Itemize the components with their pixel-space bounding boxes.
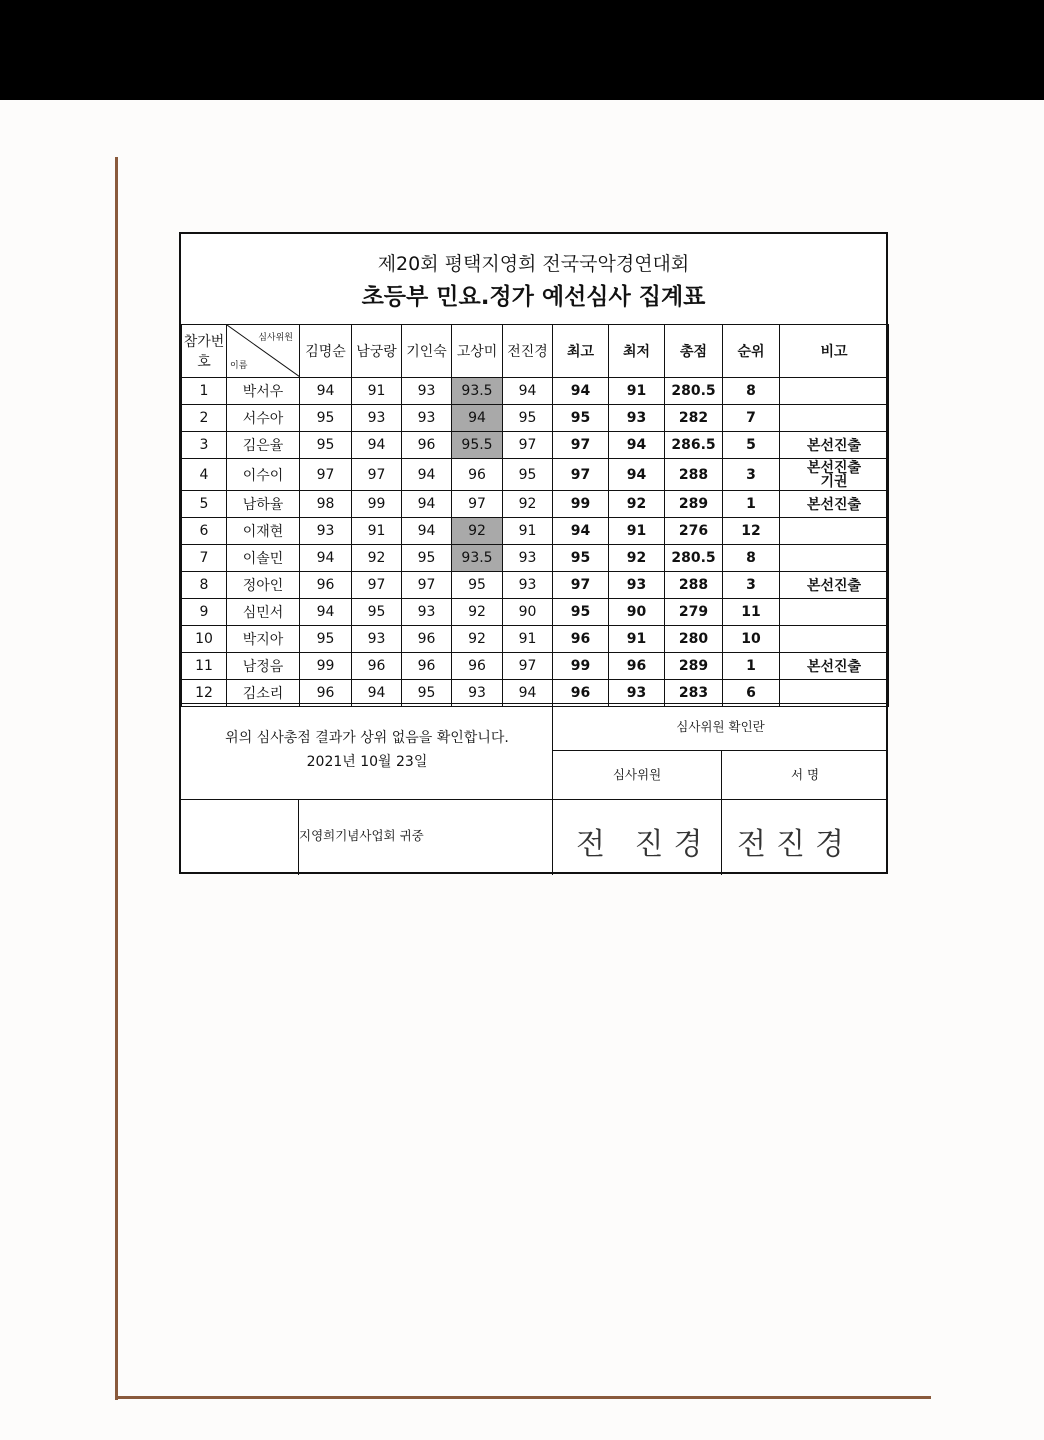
rank-cell: 10: [723, 626, 780, 653]
table-row: [182, 599, 889, 626]
score-cell: 94: [503, 680, 553, 707]
score-cell: 96: [300, 572, 352, 599]
rank-cell: 1: [723, 653, 780, 680]
left-frame-line: [115, 157, 118, 1400]
total-cell: 276: [665, 518, 723, 545]
max-cell: 99: [553, 491, 609, 518]
sheet-title: 초등부 민요.정가 예선심사 집계표: [361, 284, 706, 310]
min-cell: 91: [609, 378, 665, 405]
note-cell: [780, 378, 889, 405]
name-cell: 김은율: [227, 432, 300, 459]
name-cell: 서수아: [227, 405, 300, 432]
rank-cell: 3: [723, 459, 780, 491]
score-cell: 96: [352, 653, 402, 680]
score-cell: 91: [352, 378, 402, 405]
total-header: 총점: [665, 325, 723, 378]
confirmation-statement: 위의 심사총점 결과가 상위 없음을 확인합니다.: [225, 730, 509, 746]
score-rows: [182, 378, 889, 707]
title-area: [181, 234, 886, 325]
total-cell: 280.5: [665, 545, 723, 572]
table-row: [182, 405, 889, 432]
handwritten-judge-name: 전 진경: [576, 827, 713, 862]
name-cell: 이솔민: [227, 545, 300, 572]
score-cell: 93: [503, 572, 553, 599]
max-cell: 97: [553, 572, 609, 599]
score-cell: 96: [402, 653, 452, 680]
score-cell: 94: [402, 491, 452, 518]
max-cell: 99: [553, 653, 609, 680]
min-cell: 94: [609, 432, 665, 459]
score-cell: 93: [402, 599, 452, 626]
total-cell: 289: [665, 653, 723, 680]
total-cell: 282: [665, 405, 723, 432]
total-cell: 279: [665, 599, 723, 626]
entry-no-cell: 4: [182, 459, 227, 491]
score-cell: 95: [402, 545, 452, 572]
top-black-bar: [0, 0, 1044, 100]
max-cell: 97: [553, 459, 609, 491]
entry-no-cell: 6: [182, 518, 227, 545]
score-cell: 93: [402, 405, 452, 432]
rank-cell: 5: [723, 432, 780, 459]
min-cell: 91: [609, 626, 665, 653]
total-cell: 280: [665, 626, 723, 653]
table-row: [182, 459, 889, 491]
note-cell: [780, 405, 889, 432]
max-cell: 97: [553, 432, 609, 459]
score-cell: 95: [452, 572, 503, 599]
name-cell: 박서우: [227, 378, 300, 405]
max-cell: 94: [553, 518, 609, 545]
score-cell: 93.5: [452, 378, 503, 405]
table-row: [182, 432, 889, 459]
table-row: [182, 378, 889, 405]
rank-cell: 3: [723, 572, 780, 599]
score-cell: 92: [452, 599, 503, 626]
judge-header-4: 고상미: [452, 325, 503, 378]
score-cell: 95: [300, 405, 352, 432]
total-cell: 280.5: [665, 378, 723, 405]
max-cell: 94: [553, 378, 609, 405]
score-cell: 96: [452, 653, 503, 680]
rank-cell: 11: [723, 599, 780, 626]
score-cell: 94: [300, 545, 352, 572]
score-cell: 95.5: [452, 432, 503, 459]
score-cell: 94: [352, 680, 402, 707]
confirmation-section: [181, 703, 888, 875]
score-cell: 97: [503, 653, 553, 680]
entry-no-cell: 10: [182, 626, 227, 653]
min-cell: 90: [609, 599, 665, 626]
note-cell: [780, 545, 889, 572]
rank-cell: 6: [723, 680, 780, 707]
note-cell: [780, 518, 889, 545]
score-cell: 96: [452, 459, 503, 491]
divider: [181, 799, 888, 800]
rank-cell: 1: [723, 491, 780, 518]
organization-text: 지영희기념사업회 귀중: [299, 828, 424, 843]
score-cell: 95: [300, 626, 352, 653]
score-cell: 94: [402, 518, 452, 545]
name-cell: 심민서: [227, 599, 300, 626]
name-cell: 정아인: [227, 572, 300, 599]
confirmation-date: 2021년 10월 23일: [306, 754, 428, 770]
rank-cell: 7: [723, 405, 780, 432]
entry-no-cell: 12: [182, 680, 227, 707]
table-row: [182, 626, 889, 653]
judge-confirm-header: 심사위원 확인란: [676, 719, 765, 734]
score-cell: 91: [503, 626, 553, 653]
score-cell: 92: [452, 626, 503, 653]
rank-cell: 8: [723, 378, 780, 405]
judge-header-2: 남궁랑: [352, 325, 402, 378]
max-cell: 96: [553, 626, 609, 653]
score-cell: 94: [300, 378, 352, 405]
min-header: 최저: [609, 325, 665, 378]
score-cell: 92: [452, 518, 503, 545]
entry-no-cell: 8: [182, 572, 227, 599]
score-cell: 97: [452, 491, 503, 518]
max-cell: 95: [553, 405, 609, 432]
score-cell: 97: [503, 432, 553, 459]
entry-no-cell: 2: [182, 405, 227, 432]
min-cell: 93: [609, 680, 665, 707]
score-cell: 97: [352, 459, 402, 491]
note-cell: [780, 459, 889, 491]
min-cell: 91: [609, 518, 665, 545]
bottom-frame-line: [115, 1396, 931, 1399]
handwritten-signature: 전진경: [737, 827, 854, 862]
total-cell: 283: [665, 680, 723, 707]
judge-header-3: 기인숙: [402, 325, 452, 378]
note-header: 비고: [780, 325, 889, 378]
score-cell: 94: [300, 599, 352, 626]
score-cell: 95: [300, 432, 352, 459]
score-cell: 93: [452, 680, 503, 707]
score-cell: 95: [503, 459, 553, 491]
score-cell: 96: [300, 680, 352, 707]
score-cell: 93.5: [452, 545, 503, 572]
note-cell: 본선진출: [780, 572, 889, 599]
entry-no-header: 참가번호: [182, 325, 227, 378]
score-sheet: [179, 232, 888, 874]
score-cell: 97: [402, 572, 452, 599]
judge-header: 심사위원: [258, 333, 293, 343]
score-cell: 95: [352, 599, 402, 626]
rank-cell: 12: [723, 518, 780, 545]
min-cell: 92: [609, 545, 665, 572]
max-cell: 95: [553, 599, 609, 626]
rank-cell: 8: [723, 545, 780, 572]
score-table: [181, 324, 889, 707]
score-cell: 90: [503, 599, 553, 626]
table-row: [182, 653, 889, 680]
score-cell: 91: [503, 518, 553, 545]
score-cell: 95: [503, 405, 553, 432]
score-cell: 93: [300, 518, 352, 545]
judge-header-5: 전진경: [503, 325, 553, 378]
score-cell: 92: [352, 545, 402, 572]
table-row: [182, 518, 889, 545]
note-cell: 본선진출: [780, 653, 889, 680]
signature-label: 서 명: [790, 767, 820, 782]
score-cell: 99: [300, 653, 352, 680]
score-cell: 97: [352, 572, 402, 599]
min-cell: 93: [609, 572, 665, 599]
competition-subtitle: 제20회 평택지영희 전국국악경연대회: [377, 253, 690, 275]
max-cell: 95: [553, 545, 609, 572]
entry-no-cell: 7: [182, 545, 227, 572]
table-row: [182, 545, 889, 572]
score-cell: 93: [352, 626, 402, 653]
note-cell: 본선진출: [780, 432, 889, 459]
table-row: [182, 491, 889, 518]
name-header: 이름: [230, 361, 248, 371]
note-text-secondary: 기권: [820, 473, 848, 490]
name-cell: 이수이: [227, 459, 300, 491]
score-cell: 96: [402, 626, 452, 653]
score-cell: 94: [452, 405, 503, 432]
total-cell: 286.5: [665, 432, 723, 459]
min-cell: 96: [609, 653, 665, 680]
total-cell: 289: [665, 491, 723, 518]
score-cell: 94: [352, 432, 402, 459]
judge-label: 심사위원: [612, 767, 662, 782]
note-text: 본선진출: [806, 459, 862, 476]
score-cell: 92: [503, 491, 553, 518]
name-cell: 이재현: [227, 518, 300, 545]
entry-no-cell: 5: [182, 491, 227, 518]
judge-header-1: 김명순: [300, 325, 352, 378]
score-cell: 93: [402, 378, 452, 405]
name-cell: 박지아: [227, 626, 300, 653]
score-cell: 93: [352, 405, 402, 432]
name-cell: 남하율: [227, 491, 300, 518]
name-cell: 남정음: [227, 653, 300, 680]
entry-no-cell: 1: [182, 378, 227, 405]
table-row: [182, 572, 889, 599]
score-cell: 97: [300, 459, 352, 491]
score-cell: 93: [503, 545, 553, 572]
name-cell: 김소리: [227, 680, 300, 707]
total-cell: 288: [665, 572, 723, 599]
score-cell: 99: [352, 491, 402, 518]
note-cell: [780, 626, 889, 653]
max-header: 최고: [553, 325, 609, 378]
min-cell: 93: [609, 405, 665, 432]
score-cell: 94: [402, 459, 452, 491]
score-cell: 96: [402, 432, 452, 459]
note-cell: 본선진출: [780, 491, 889, 518]
max-cell: 96: [553, 680, 609, 707]
min-cell: 92: [609, 491, 665, 518]
score-cell: 94: [503, 378, 553, 405]
total-cell: 288: [665, 459, 723, 491]
entry-no-cell: 11: [182, 653, 227, 680]
score-cell: 95: [402, 680, 452, 707]
judge-name-diagonal-header: [227, 325, 300, 378]
min-cell: 94: [609, 459, 665, 491]
score-cell: 98: [300, 491, 352, 518]
entry-no-cell: 9: [182, 599, 227, 626]
note-cell: [780, 599, 889, 626]
table-header-row: [182, 325, 889, 378]
rank-header: 순위: [723, 325, 780, 378]
entry-no-cell: 3: [182, 432, 227, 459]
score-cell: 91: [352, 518, 402, 545]
confirmation-text: [181, 726, 553, 774]
